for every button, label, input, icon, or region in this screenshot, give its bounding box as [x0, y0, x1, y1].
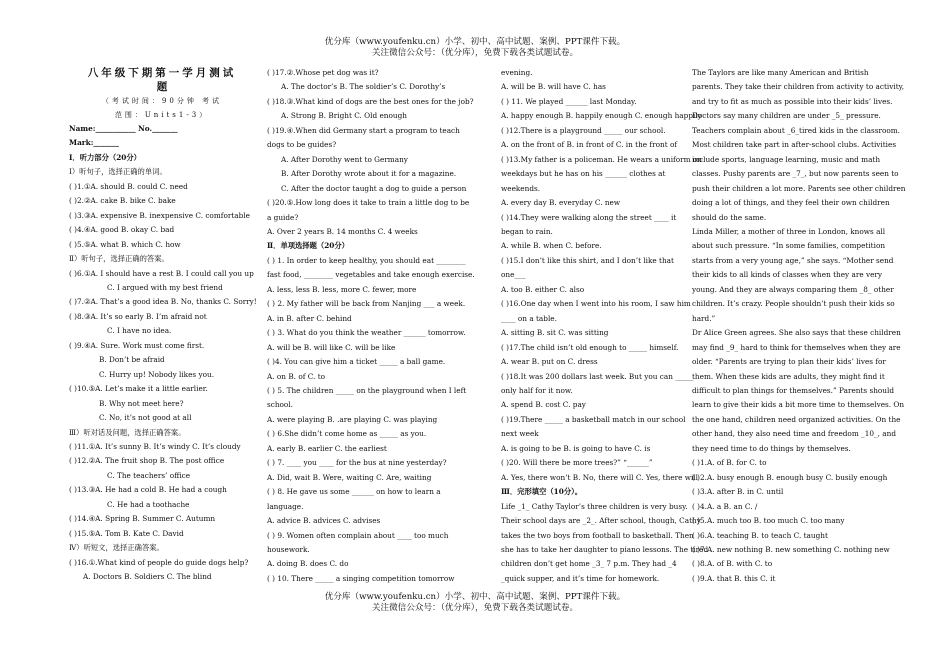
- passage-line: Their school days are _2_. After school, though, Cathy: [501, 516, 701, 526]
- passage-line: learn to give their kids a bit more time to themselves. On: [692, 400, 905, 410]
- question-line: ( ) 9. Women often complain about ____ too much: [267, 530, 449, 540]
- instruction: Ⅳ）听短文，选择正确答案。: [69, 543, 164, 553]
- option-line: ( )3.A. after B. in C. until: [692, 487, 784, 497]
- option-line: A. doing B. does C. do: [267, 559, 349, 569]
- passage-line: their kids to all kinds of classes when they are very: [692, 270, 883, 280]
- question-line: school.: [267, 400, 293, 410]
- question-line: ( )20.⑤.How long does it take to train a little dog to be: [267, 198, 470, 208]
- option-line: C. After the doctor taught a dog to guide a person: [281, 183, 467, 193]
- passage-line: Life _1_ Cathy Taylor’s three children is very busy.: [501, 501, 688, 511]
- passage-line: parents. They take their children from activity to activity,: [692, 82, 905, 92]
- exam-scope: 范围：Units1-3）: [114, 111, 210, 119]
- passage-line: should do the same.: [692, 212, 767, 222]
- passage-line: and try to fit as much as possible into their kids’ lives.: [692, 96, 893, 106]
- passage-line: push their children a lot more. Parents see other children: [692, 183, 906, 193]
- instruction: Ⅲ）听对话及问题，选择正确答案。: [69, 427, 186, 437]
- option-line: C. I argued with my best friend: [107, 282, 223, 292]
- exam-time: （考试时间：90分钟 考试: [101, 97, 223, 105]
- option-line: A. is going to be B. is going to have C. is: [501, 443, 651, 453]
- mark-field: Mark:_______: [69, 138, 119, 148]
- question-line: ( )4. You can give him a ticket _____ a ball game.: [267, 357, 446, 367]
- option-line: C. I have no idea.: [107, 326, 172, 336]
- question-line: ____ on a table.: [501, 313, 557, 323]
- option-line: A. sitting B. sit C. was sitting: [501, 328, 609, 338]
- option-line: A. wear B. put on C. dress: [501, 357, 598, 367]
- question-line: ( )15.⑤A. Tom B. Kate C. David: [69, 528, 184, 538]
- question-line: weekdays but he has on his ______ clothes at: [501, 169, 666, 179]
- passage-line: the one hand, children need organized activities. On the: [692, 414, 901, 424]
- option-line: ( )9.A. that B. this C. it: [692, 573, 776, 583]
- option-line: C. No, it’s not good at all: [99, 413, 192, 423]
- passage-line: starts from a very young age,” she says. “Mother send: [692, 255, 894, 265]
- question-line: ( )8.③A. It’s so early B. I’m afraid not: [69, 311, 207, 321]
- option-line: A. were playing B. .are playing C. was playing: [267, 414, 438, 424]
- question-line: fast food, ________ vegetables and take enough exercise.: [267, 270, 475, 280]
- question-line: ( )18.③.What kind of dogs are the best ones for the job?: [267, 96, 474, 106]
- option-line: A. advice B. advices C. advises: [267, 516, 381, 526]
- question-line: ( )3.③A. expensive B. inexpensive C. comfortable: [69, 210, 250, 220]
- question-line: ( )12.There is a playground _____ our school.: [501, 125, 666, 135]
- option-line: A. every day B. everyday C. new: [501, 198, 621, 208]
- option-line: ( )4.A. a B. an C. /: [692, 501, 758, 511]
- question-line: ( ) 2. My father will be back from Nanjing ___ a week.: [267, 299, 466, 309]
- question-line: ( )9.④A. Sure. Work must come first.: [69, 340, 205, 350]
- passage-line: them. When these kids are adults, they might find it: [692, 371, 885, 381]
- section-heading: Ⅲ．完形填空（10分）。: [501, 487, 583, 497]
- option-line: C. He had a toothache: [107, 499, 190, 509]
- passage-line: they need time to do things by themselves.: [692, 443, 851, 453]
- question-line: ( )14.④A. Spring B. Summer C. Autumn: [69, 514, 216, 524]
- instruction: Ⅰ）听句子，选择正确的单词。: [69, 167, 167, 177]
- passage-line: Teachers complain about _6_tired kids in the classroom.: [692, 125, 900, 135]
- question-line: language.: [267, 501, 304, 511]
- option-line: B. Don’t be afraid: [99, 355, 165, 365]
- question-line: ( )13.My father is a policeman. He wears a uniform on: [501, 154, 702, 164]
- question-line: next week: [501, 429, 539, 439]
- question-line: a guide?: [267, 212, 299, 222]
- exam-title: 八年级下期第一学月测试: [87, 67, 237, 79]
- option-line: A. early B. earlier C. the earliest: [267, 443, 387, 453]
- option-line: A. happy enough B. happily enough C. enough happily: [501, 111, 702, 121]
- option-line: A. while B. when C. before.: [501, 241, 602, 251]
- option-line: A. Over 2 years B. 14 months C. 4 weeks: [267, 226, 418, 236]
- section-heading: Ⅱ．单项选择题（20分）: [267, 241, 349, 251]
- passage-line: include sports, language learning, music and math: [692, 154, 881, 164]
- question-line: ( )17.②.Whose pet dog was it?: [267, 68, 379, 77]
- column-1: [69, 66, 255, 585]
- question-line: ( )10.⑤A. Let’s make it a little earlier.: [69, 384, 208, 394]
- passage-line: doing a lot of things, and they feel their own children: [692, 198, 890, 208]
- option-line: A. less, less B. less, more C. fewer, more: [267, 284, 417, 294]
- question-line: ( )2.②A. cake B. bike C. bake: [69, 196, 176, 206]
- question-line: ( ) 10. There _____ a singing competition tomorrow: [267, 573, 455, 583]
- passage-line: classes. Pushy parents are _7_, but now parents seen to: [692, 169, 899, 179]
- option-line: A. too B. either C. also: [501, 284, 585, 294]
- question-line: ( )13.③A. He had a cold B. He had a cough: [69, 485, 227, 495]
- passage-line: Linda Miller, a mother of three in London, knows all: [692, 226, 886, 236]
- question-line: weekends.: [501, 183, 541, 193]
- option-line: A. The doctor’s B. The soldier’s C. Dorothy’s: [281, 82, 446, 92]
- question-line: ( )11.①A. It’s sunny B. It’s windy C. It’s cloudy: [69, 441, 241, 451]
- option-line: A. in B. after C. behind: [267, 313, 352, 323]
- footer-line-1: 优分库（www.youfenku.cn）小学、初中、高中试题、案例、PPT课件下载。: [324, 592, 626, 602]
- question-line: ( )7.②A. That’s a good idea B. No, thanks C. Sorry!: [69, 297, 257, 307]
- header-line-2: 关注微信公众号：（优分库），免费下载各类试题试卷。: [371, 48, 579, 58]
- question-line: one___: [501, 270, 526, 280]
- question-line: housework.: [267, 544, 310, 554]
- passage-line: children don’t get home _3_ 7 p.m. They had _4: [501, 559, 677, 569]
- option-line: ( )2.A. busy enough B. enough busy C. busily enough: [692, 472, 888, 482]
- option-line: A. Yes, there won’t B. No, there will C. Yes, there will: [501, 472, 699, 482]
- question-line: ( )18.It was 200 dollars last week. But you can _____: [501, 371, 694, 381]
- passage-line: children. It’s crazy. People shouldn’t push their kids so: [692, 299, 895, 309]
- instruction: Ⅱ）听句子，选择正确的答案。: [69, 254, 169, 264]
- passage-line: Dr Alice Green agrees. She also says that these children: [692, 328, 901, 338]
- option-line: A. Strong B. Bright C. Old enough: [281, 111, 407, 121]
- page-header: [0, 37, 950, 59]
- question-line: ( )4.④A. good B. okay C. bad: [69, 225, 175, 235]
- passage-line: _quick supper, and it’s time for homework.: [501, 573, 660, 583]
- question-line: ( ) 1. In order to keep healthy, you should eat ________: [267, 255, 466, 265]
- option-line: ( )5.A. much too B. too much C. too many: [692, 516, 845, 526]
- question-line: only half for it now.: [501, 385, 573, 395]
- option-line: A. After Dorothy went to Germany: [281, 154, 408, 164]
- question-line: dogs to be guides?: [267, 140, 337, 150]
- option-line: A. on the front of B. in front of C. in the front of: [501, 140, 678, 150]
- question-line: ( ) 5. The children _____ on the playground when I left: [267, 385, 467, 395]
- question-line: ( )16.One day when I went into his room, I saw him: [501, 299, 691, 309]
- passage-line: Most children take part in after-school clubs. Activities: [692, 140, 897, 150]
- question-line: began to rain.: [501, 226, 553, 236]
- option-line: A. Doctors B. Soldiers C. The blind: [83, 572, 212, 582]
- passage-line: hard.”: [692, 313, 716, 323]
- question-line: ( )20. Will there be more trees?” “______”: [501, 458, 653, 468]
- question-line: ( )17.The child isn’t old enough to _____ himself.: [501, 342, 679, 352]
- question-line: ( )6.①A. I should have a rest B. I could call you up: [69, 268, 254, 278]
- passage-line: she has to take her daughter to piano lessons. The tired: [501, 544, 709, 554]
- header-line-1: 优分库（www.youfenku.cn）小学、初中、高中试题、案例、PPT课件下载。: [324, 37, 626, 47]
- passage-line: young. And they are always comparing them _8_ other: [692, 284, 894, 294]
- question-line: ( ) 8. He gave us some ______ on how to learn a: [267, 487, 441, 497]
- column-2: [267, 66, 475, 586]
- option-line: ( )7.A. new nothing B. new something C. nothing new: [692, 544, 890, 554]
- option-line: A. will be B. will have C. has: [501, 82, 606, 92]
- passage-line: Doctors say many children are under _5_ pressure.: [692, 111, 881, 121]
- option-line: ( )6.A. teaching B. to teach C. taught: [692, 530, 828, 540]
- passage-line: older. “Parents are trying to plan their kids’ lives for: [692, 357, 886, 367]
- option-line: B. After Dorothy wrote about it for a magazine.: [281, 169, 457, 179]
- option-line: C. Hurry up! Nobody likes you.: [99, 369, 215, 379]
- question-line: ( )1.①A. should B. could C. need: [69, 181, 188, 191]
- question-line: ( )19.There _____ a basketball match in our school: [501, 414, 686, 424]
- option-line: B. Why not meet here?: [99, 398, 184, 408]
- name-field: Name:___________ No._______: [69, 124, 178, 133]
- question-line: ( )14.They were walking along the street ____ it: [501, 212, 677, 222]
- question-line: ( ) 7. ____ you ____ for the bus at nine yesterday?: [267, 458, 447, 468]
- passage-line: The Taylors are like many American and British: [692, 68, 869, 77]
- option-line: ( )8.A. of B. with C. to: [692, 559, 773, 569]
- option-line: ( )1.A. of B. for C. to: [692, 458, 767, 468]
- question-line: evening.: [501, 68, 533, 77]
- option-line: A. spend B. cost C. pay: [501, 400, 586, 410]
- passage-line: other hand, they also need time and freedom _10_, and: [692, 429, 897, 439]
- page-footer: [0, 592, 950, 614]
- section-heading: Ⅰ．听力部分（20分）: [69, 152, 141, 162]
- question-line: ( )16.①.What kind of people do guide dogs help?: [69, 557, 249, 567]
- exam-title-cont: 题: [156, 81, 168, 93]
- question-line: ( ) 6.She didn’t come home as _____ as you.: [267, 429, 427, 439]
- option-line: A. will be B. will like C. will be like: [267, 342, 396, 352]
- footer-line-2: 关注微信公众号：（优分库），免费下载各类试题试卷。: [371, 603, 579, 613]
- question-line: ( )12.②A. The fruit shop B. The post office: [69, 456, 225, 466]
- question-line: ( ) 11. We played ______ last Monday.: [501, 96, 637, 106]
- question-line: ( )15.I don’t like this shirt, and I don’t like that: [501, 255, 674, 265]
- passage-line: may find _9_ hard to think for themselves when they are: [692, 342, 901, 352]
- question-line: ( )19.④.When did Germany start a program to teach: [267, 125, 460, 135]
- passage-line: difficult to plan things for themselves.” Parents should: [692, 385, 895, 395]
- passage-line: about such pressure. “In some families, competition: [692, 241, 886, 251]
- column-4: [692, 66, 906, 586]
- option-line: A. on B. of C. to: [267, 371, 326, 381]
- option-line: A. Did, wait B. Were, waiting C. Are, waiting: [267, 472, 432, 482]
- question-line: ( )5.⑤A. what B. which C. how: [69, 239, 181, 249]
- question-line: ( ) 3. What do you think the weather ______ tomorrow.: [267, 328, 466, 338]
- passage-line: takes the two boys from football to basketball. Then: [501, 530, 694, 540]
- option-line: C. The teachers’ office: [107, 470, 191, 480]
